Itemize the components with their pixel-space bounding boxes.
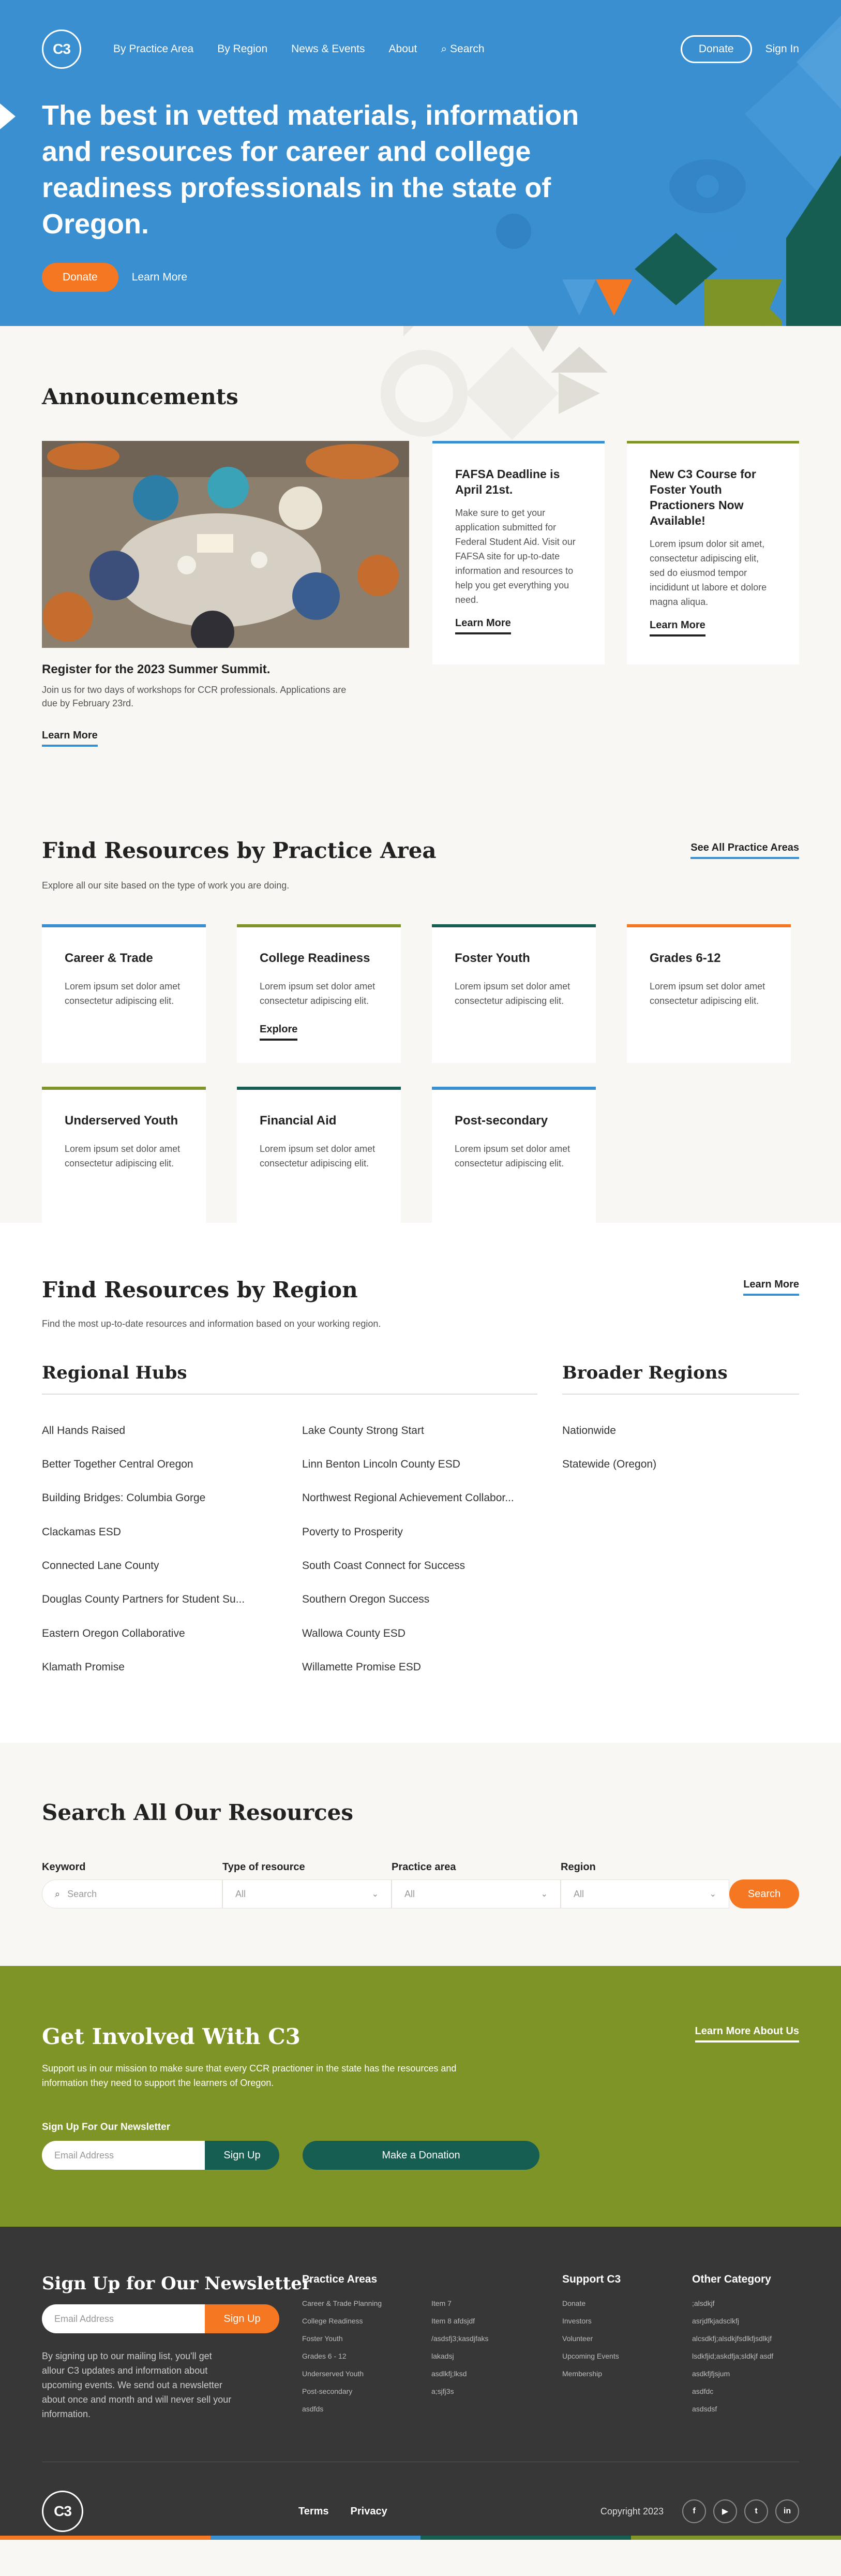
region-hub-link[interactable]: Wallowa County ESD	[302, 1627, 406, 1639]
footer-support-heading: Support C3	[562, 2273, 621, 2285]
practice-card-college-readiness[interactable]	[237, 924, 401, 1063]
practice-card-desc: Lorem ipsum set dolor amet consectetur adipiscing elit.	[65, 981, 181, 1006]
footer-legal-links	[298, 2506, 387, 2518]
region-hub-link[interactable]: South Coast Connect for Success	[302, 1560, 465, 1572]
newsletter-email-input[interactable]	[42, 2141, 205, 2170]
footer-link[interactable]: Upcoming Events	[562, 2352, 619, 2360]
keyword-label: Keyword	[42, 1861, 86, 1873]
region-hub-link[interactable]: Northwest Regional Achievement Collabor...	[302, 1492, 514, 1504]
feature-announcement	[42, 441, 409, 747]
search-icon: ⌕	[55, 1888, 61, 1899]
practice-card-desc: Lorem ipsum set dolor amet consectetur adipiscing elit.	[455, 981, 570, 1006]
footer-link[interactable]: lakadsj	[431, 2352, 454, 2360]
explore-link[interactable]: Explore	[260, 1024, 297, 1041]
footer-link[interactable]: asdsdsf	[692, 2405, 717, 2413]
footer-color-bar	[0, 2536, 841, 2540]
practice-card-desc: Lorem ipsum set dolor amet consectetur adipiscing elit.	[65, 1144, 181, 1168]
broader-region-link[interactable]: Nationwide	[562, 1425, 616, 1437]
practice-card-title: Post-secondary	[455, 1114, 548, 1128]
announcement-card-title: FAFSA Deadline is April 21st.	[455, 467, 560, 496]
practice-area-section	[0, 804, 841, 1223]
type-of-resource-select[interactable]	[222, 1879, 392, 1908]
practice-card-grades-6-12[interactable]	[627, 924, 791, 1063]
twitter-icon[interactable]: t	[744, 2499, 768, 2523]
nav-by-region[interactable]: By Region	[217, 43, 268, 55]
footer-link[interactable]: lsdkfjid;askdfja;sldkjf asdf	[692, 2352, 774, 2360]
footer-link[interactable]: Post-secondary	[302, 2387, 353, 2395]
hero-headline	[42, 97, 590, 242]
practice-area-subtitle: Explore all our site based on the type of work you are doing.	[42, 880, 290, 891]
feature-learn-more-link[interactable]: Learn More	[42, 730, 98, 747]
footer-link[interactable]: Foster Youth	[302, 2334, 343, 2343]
footer-sign-up-button[interactable]: Sign Up	[205, 2304, 279, 2333]
feature-image	[42, 441, 409, 648]
region-hub-link[interactable]: Eastern Oregon Collaborative	[42, 1627, 185, 1639]
footer-practice-areas-heading: Practice Areas	[302, 2273, 378, 2285]
announcement-card	[432, 441, 605, 664]
region-hub-link[interactable]: Lake County Strong Start	[302, 1425, 424, 1437]
region-hub-link[interactable]: Willamette Promise ESD	[302, 1661, 421, 1673]
practice-card-desc: Lorem ipsum set dolor amet consectetur adipiscing elit.	[650, 981, 765, 1006]
region-hub-link[interactable]: Connected Lane County	[42, 1560, 159, 1572]
color-bar-segment	[0, 2536, 211, 2540]
nav-by-practice-area[interactable]: By Practice Area	[113, 43, 194, 55]
sign-in-link[interactable]: Sign In	[765, 43, 799, 55]
make-donation-button[interactable]: Make a Donation	[303, 2141, 539, 2170]
footer-link[interactable]: /asdsfj3;kasdjfaks	[431, 2334, 489, 2343]
footer-newsletter-title: Sign Up for Our Newsletter	[42, 2273, 311, 2294]
footer-other-heading: Other Category	[692, 2273, 771, 2285]
broader-regions-heading: Broader Regions	[562, 1363, 799, 1395]
youtube-icon[interactable]: ▶	[713, 2499, 737, 2523]
linkedin-icon[interactable]: in	[775, 2499, 799, 2523]
practice-card-desc: Lorem ipsum set dolor amet consectetur adipiscing elit.	[455, 1144, 570, 1168]
color-bar-segment	[420, 2536, 631, 2540]
region-learn-more-link[interactable]: Learn More	[743, 1279, 799, 1296]
main-nav	[42, 26, 799, 72]
get-involved-section	[0, 1966, 841, 2227]
region-hub-link[interactable]: Building Bridges: Columbia Gorge	[42, 1492, 206, 1504]
region-hub-link[interactable]: Poverty to Prosperity	[302, 1526, 403, 1538]
footer-link[interactable]: asdfds	[302, 2405, 324, 2413]
footer-logo[interactable]: C3	[42, 2491, 83, 2532]
search-icon: ⌕	[441, 43, 450, 55]
practice-card-title: Grades 6-12	[650, 951, 721, 965]
keyword-placeholder: Search	[67, 1888, 97, 1899]
footer-bottom-bar	[42, 2491, 799, 2532]
feature-title: Register for the 2023 Summer Summit.	[42, 662, 271, 676]
practice-area-value: All	[404, 1888, 415, 1899]
chevron-down-icon: ⌄	[709, 1890, 716, 1899]
announcement-card-learn-more[interactable]: Learn More	[650, 619, 705, 636]
practice-card-title: Financial Aid	[260, 1114, 337, 1128]
site-logo[interactable]: C3	[42, 29, 81, 69]
nav-search[interactable]	[441, 43, 484, 55]
hero-ctas	[42, 263, 187, 292]
practice-card-foster-youth[interactable]	[432, 924, 596, 1063]
announcement-card	[627, 441, 799, 664]
region-select[interactable]	[561, 1879, 729, 1908]
footer-link[interactable]: Item 8 afdsjdf	[431, 2317, 475, 2325]
footer-link[interactable]: asdkfjfjsjum	[692, 2370, 730, 2378]
newsletter-sign-up-button[interactable]: Sign Up	[205, 2141, 279, 2170]
hero-donate-button[interactable]: Donate	[42, 263, 118, 292]
get-involved-description: Support us in our mission to make sure that every CCR practioner in the state has the resources and information they need to support the learners of Oregon.	[42, 2063, 457, 2088]
broader-region-link[interactable]: Statewide (Oregon)	[562, 1458, 657, 1470]
hero-headline-pre: The	[42, 100, 100, 131]
region-hub-link[interactable]: Better Together Central Oregon	[42, 1458, 193, 1470]
hero-learn-more-link[interactable]: Learn More	[131, 271, 188, 283]
footer-link[interactable]: Career & Trade Planning	[302, 2299, 382, 2307]
practice-card-title: College Readiness	[260, 951, 370, 965]
search-section	[0, 1743, 841, 1966]
footer-link[interactable]: asrjdfkjadsclkfj	[692, 2317, 740, 2325]
practice-card-title: Foster Youth	[455, 951, 530, 965]
terms-link[interactable]: Terms	[298, 2505, 329, 2517]
students-photo	[42, 441, 409, 648]
region-label: Region	[561, 1861, 596, 1873]
get-involved-title: Get Involved With C3	[42, 2024, 301, 2049]
footer-link[interactable]: a;sjfj3s	[431, 2387, 454, 2395]
footer-link[interactable]: Grades 6 - 12	[302, 2352, 347, 2360]
announcements-section	[0, 326, 841, 804]
practice-card-desc: Lorem ipsum set dolor amet consectetur adipiscing elit.	[260, 1144, 376, 1168]
footer-link[interactable]: Volunteer	[562, 2334, 593, 2343]
footer-link[interactable]: Membership	[562, 2370, 603, 2378]
announcement-card-learn-more[interactable]: Learn More	[455, 617, 511, 634]
footer-link[interactable]: asdlkfj;lksd	[431, 2370, 467, 2378]
footer-email-input[interactable]	[42, 2304, 205, 2333]
announcement-card-desc: Make sure to get your application submitted for Federal Student Aid. Visit our FAFSA site for up-to-date information and resources to help you get everything you need.	[455, 508, 576, 605]
footer-link[interactable]: Investors	[562, 2317, 592, 2325]
practice-card-career-trade[interactable]	[42, 924, 206, 1063]
practice-card-financial-aid[interactable]	[237, 1087, 401, 1225]
email-placeholder: Email Address	[54, 2313, 114, 2324]
practice-area-select[interactable]	[392, 1879, 561, 1908]
region-value: All	[574, 1888, 584, 1899]
announcements-title: Announcements	[42, 384, 238, 409]
hero-headline-post: in vetted materials, information and resources for career and college readiness professionals in the state of Oregon.	[42, 100, 579, 240]
practice-card-post-secondary[interactable]	[432, 1087, 596, 1225]
practice-area-title: Find Resources by Practice Area	[42, 838, 437, 863]
newsletter-label: Sign Up For Our Newsletter	[42, 2122, 171, 2133]
feature-description: Join us for two days of workshops for CCR professionals. Applications are due by February 23rd.	[42, 685, 347, 708]
color-bar-segment	[211, 2536, 421, 2540]
announcement-card-desc: Lorem ipsum dolor sit amet, consectetur adipiscing elit, sed do eiusmod tempor incididunt ut labore et dolore magna aliqua.	[650, 539, 767, 607]
region-hub-link[interactable]: Douglas County Partners for Student Su...	[42, 1593, 245, 1605]
announcements-decorative-shapes	[372, 326, 662, 445]
region-hub-link[interactable]: Linn Benton Lincoln County ESD	[302, 1458, 460, 1470]
footer-link[interactable]: Underserved Youth	[302, 2370, 364, 2378]
footer-newsletter-note: By signing up to our mailing list, you'll get allour C3 updates and information about upcoming events. We send out a newsletter about once and month and will never sell your information.	[42, 2351, 232, 2419]
region-subtitle: Find the most up-to-date resources and information based on your working region.	[42, 1319, 381, 1329]
region-hub-link[interactable]: All Hands Raised	[42, 1425, 126, 1437]
footer-link[interactable]: ;alsdkjf	[692, 2299, 715, 2307]
facebook-icon[interactable]: f	[682, 2499, 706, 2523]
type-of-resource-value: All	[235, 1888, 246, 1899]
email-placeholder: Email Address	[54, 2150, 114, 2160]
chevron-down-icon: ⌄	[540, 1890, 548, 1899]
type-of-resource-label: Type of resource	[222, 1861, 305, 1873]
region-hub-link[interactable]: Southern Oregon Success	[302, 1593, 430, 1605]
region-hub-link[interactable]: Klamath Promise	[42, 1661, 125, 1673]
nav-about[interactable]: About	[388, 43, 417, 55]
learn-more-about-us-link[interactable]: Learn More About Us	[695, 2025, 800, 2042]
footer-link[interactable]: alcsdkfj;alsdkjfsdlkfjsdlkjf	[692, 2334, 772, 2343]
hero-headline-bold: best	[99, 100, 157, 131]
see-all-practice-areas-link[interactable]: See All Practice Areas	[690, 842, 799, 859]
region-hub-link[interactable]: Clackamas ESD	[42, 1526, 121, 1538]
region-section	[0, 1223, 841, 1743]
practice-card-desc: Lorem ipsum set dolor amet consectetur adipiscing elit.	[260, 981, 376, 1006]
nav-news-events[interactable]: News & Events	[291, 43, 365, 55]
color-bar-segment	[631, 2536, 841, 2540]
practice-card-title: Underserved Youth	[65, 1114, 178, 1128]
footer-link[interactable]: asdfdc	[692, 2387, 714, 2395]
site-footer	[0, 2227, 841, 2540]
announcement-card-title: New C3 Course for Foster Youth Practioners Now Available!	[650, 467, 756, 527]
donate-button[interactable]: Donate	[681, 35, 752, 63]
privacy-link[interactable]: Privacy	[350, 2505, 387, 2517]
keyword-search-input[interactable]	[42, 1879, 222, 1908]
nav-search-label: Search	[450, 43, 485, 55]
nav-links	[113, 43, 485, 55]
nav-actions	[681, 35, 799, 63]
copyright-text: Copyright 2023	[600, 2506, 664, 2516]
practice-card-title: Career & Trade	[65, 951, 153, 965]
practice-area-label: Practice area	[392, 1861, 456, 1873]
search-button[interactable]: Search	[729, 1879, 799, 1908]
region-title: Find Resources by Region	[42, 1277, 358, 1302]
hero	[0, 0, 841, 326]
footer-link[interactable]: Donate	[562, 2299, 586, 2307]
practice-card-underserved-youth[interactable]	[42, 1087, 206, 1225]
footer-link[interactable]: College Readiness	[302, 2317, 363, 2325]
footer-link[interactable]: Item 7	[431, 2299, 452, 2307]
search-title: Search All Our Resources	[42, 1800, 354, 1825]
chevron-down-icon: ⌄	[371, 1890, 379, 1899]
regional-hubs-heading: Regional Hubs	[42, 1363, 537, 1395]
